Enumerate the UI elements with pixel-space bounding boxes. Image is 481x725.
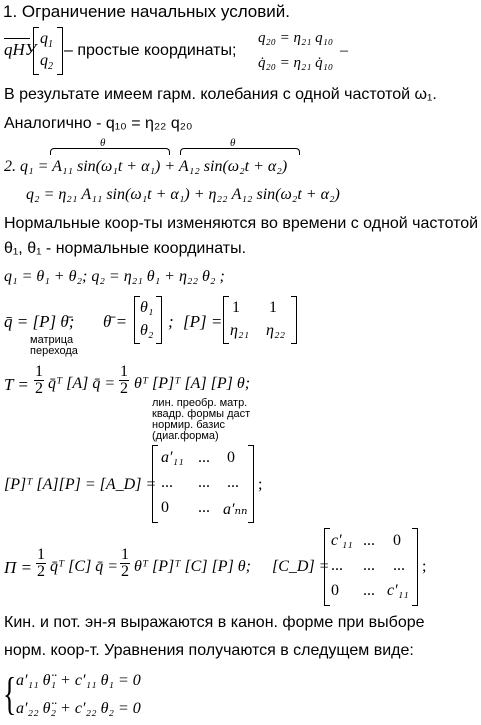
c11-entry: c′₁₁ (331, 532, 353, 549)
overbrace-2 (180, 148, 300, 155)
AD-matrix (152, 446, 254, 522)
normal-coords-text: Нормальные коор-ты изменяются во времени с одной частотой (4, 215, 479, 232)
T-label: T = (4, 375, 29, 394)
Pi-middle: q̄ᵀ [C] q̄ = (50, 558, 119, 575)
half-fraction-4: $\frac{1}{2}$ (121, 546, 129, 580)
zero-4: 0 (331, 582, 339, 599)
CD-label: [C_D] = (272, 558, 330, 575)
Pi-label: П = (4, 558, 32, 577)
dots-5: ... (198, 499, 210, 516)
system-brace: { (3, 668, 17, 719)
semicolon-1: ; (168, 312, 174, 331)
semicolon-2: ; (258, 476, 263, 493)
dots-3: ... (198, 474, 210, 491)
equation-q-theta: q₁ = θ₁ + θ₂; q₂ = η₂₁ θ₁ + η₂₂ θ₂ ; (4, 268, 225, 285)
half-fraction-1: $\frac{1}{2}$ (35, 363, 43, 397)
half-fraction-3: $\frac{1}{2}$ (37, 546, 45, 580)
zero-3: 0 (393, 532, 401, 549)
equations-intro-text: норм. коор-т. Уравнения получаются в следущем виде: (4, 642, 414, 659)
zero-1: 0 (227, 449, 235, 466)
PAP-equation: [P]ᵀ [A][P] = [A_D] = (4, 476, 157, 493)
relation-q20: q₂₀ = η₂₁ q₁₀ (258, 30, 334, 46)
result-text: В результате имеем гарм. колебания с одной частотой ω₁. (4, 86, 437, 103)
dots-8: ... (363, 557, 375, 574)
note-line-1: лин. преобр. матр. (152, 397, 248, 409)
theta-overbrace-1: θ (100, 137, 106, 149)
dots-2: ... (161, 474, 173, 491)
system-equation-2: a′₂₂ θ̈₂ + c′₂₂ θ₂ = 0 (16, 700, 141, 717)
dots-9: ... (393, 557, 405, 574)
half-fraction-2: $\frac{1}{2}$ (120, 363, 128, 397)
semicolon-3: ; (422, 558, 427, 575)
CD-matrix (324, 529, 418, 605)
matrix-label-2: перехода (30, 345, 78, 357)
kinetic-potential-text: Кин. и пот. эн-я выражаются в канон. форме при выборе (4, 614, 425, 631)
p12: 1 (269, 299, 277, 316)
note-line-2: квадр. формы даст (152, 408, 251, 420)
theta1-entry: θ₁ (140, 299, 154, 316)
theta-overbrace-2: θ (230, 137, 236, 149)
relation-q20-dot: q̇₂₀ = η₂₁ q̇₁₀ (258, 55, 334, 71)
q-vector-bar (4, 38, 30, 39)
equation-q-P-theta: q̄ = [P] θ̄; (4, 312, 75, 331)
overbrace-1 (50, 148, 170, 155)
dots-6: ... (363, 532, 375, 549)
q-initial-label: qНУ (4, 40, 37, 59)
q2-entry: $q_2$ (40, 52, 53, 73)
zero-2: 0 (161, 499, 169, 516)
P-matrix (223, 297, 297, 343)
dots-7: ... (331, 557, 343, 574)
note-line-3: нормир. базис (152, 419, 225, 431)
equation-q2: q₂ = η₂₁ A₁₁ sin(ω₁t + α₁) + η₂₂ A₁₂ sin(ω₂t + α₂) (26, 186, 340, 203)
T-right: θᵀ [P]ᵀ [A] [P] θ; (134, 375, 251, 392)
ann-entry: a′ₙₙ (223, 501, 248, 518)
theta2-entry: θ₂ (140, 322, 154, 339)
c11b-entry: c′₁₁ (387, 582, 409, 599)
normal-coords-text-2: θ₁, θ₁ - нормальные координаты. (4, 240, 247, 257)
heading-initial-conditions: 1. Ограничение начальных условий. (3, 2, 290, 21)
equation-q1: 2. q₁ = A₁₁ sin(ω₁t + α₁) + A₁₂ sin(ω₂t + α₂) (4, 158, 288, 175)
dash: – (340, 42, 348, 59)
dots-4: ... (227, 474, 239, 491)
p11: 1 (232, 299, 240, 316)
p22: η₂₂ (266, 322, 286, 339)
matrix-label-1: матрица (30, 334, 74, 346)
p21: η₂₁ (230, 322, 250, 339)
initial-vector-bracket (33, 28, 63, 74)
system-equation-1: a′₁₁ θ̈₁ + c′₁₁ θ₁ = 0 (16, 672, 141, 689)
dots-10: ... (363, 582, 375, 599)
theta-vector (134, 297, 162, 343)
note-line-4: (диаг.форма) (152, 430, 219, 442)
simple-coordinates-text: – простые координаты; (64, 42, 237, 59)
P-matrix-label: [P] = (183, 312, 223, 331)
similarly-text: Аналогично - q₁₀ = η₂₂ q₂₀ (4, 115, 193, 132)
T-middle: q̄ᵀ [A] q̄ = (48, 375, 116, 392)
dots-1: ... (198, 449, 210, 466)
q1-entry: $q_1$ (40, 30, 53, 51)
theta-vector-label: θ̄ = (103, 312, 128, 331)
a11-entry: a′₁₁ (161, 449, 184, 466)
Pi-right: θᵀ [P]ᵀ [C] [P] θ; (134, 558, 251, 575)
